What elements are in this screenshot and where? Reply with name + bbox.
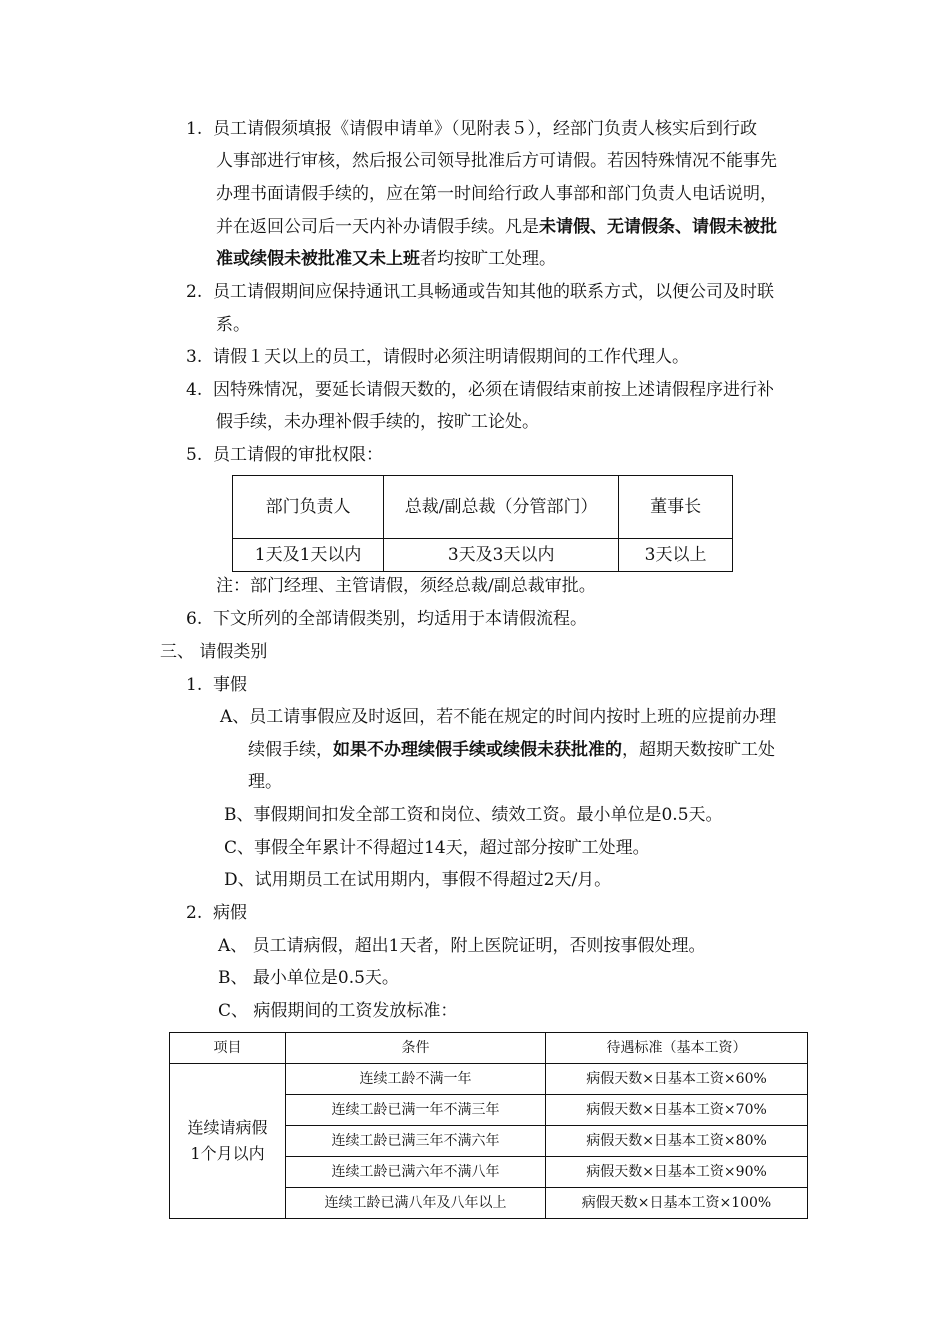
section-heading: 三、 请假类别: [160, 642, 268, 662]
sick-leave-b: B、 最小单位是0.5天。: [218, 968, 399, 988]
item-6-line-1: 6. 下文所列的全部请假类别，均适用于本请假流程。: [186, 609, 588, 629]
table-cell: 连续工龄已满六年不满八年: [286, 1157, 546, 1188]
item-1-line-3: 办理书面请假手续的，应在第一时间给行政人事部和部门负责人电话说明，: [216, 184, 777, 204]
table-row: [170, 1033, 808, 1064]
table-cell: 病假天数×日基本工资×70%: [546, 1095, 808, 1126]
table-header-cell: 部门负责人: [233, 476, 384, 539]
item-2-line-1: 2. 员工请假期间应保持通讯工具畅通或告知其他的联系方式，以便公司及时联: [186, 282, 775, 302]
table-header-cell: 条件: [286, 1033, 546, 1064]
item-1-line-1: 1. 员工请假须填报《请假申请单》（见附表５），经部门负责人核实后到行政: [186, 119, 758, 139]
personal-leave-a-line-3: 理。: [248, 772, 282, 792]
table-cell: 连续工龄已满一年不满三年: [286, 1095, 546, 1126]
item-1-line-2: 人事部进行审核，然后报公司领导批准后方可请假。若因特殊情况不能事先: [216, 151, 777, 171]
table-cell: 病假天数×日基本工资×100%: [546, 1188, 808, 1219]
sick-pay-table: [169, 1032, 808, 1219]
personal-leave-a-line-2: 续假手续，如果不办理续假手续或续假未获批准的，超期天数按旷工处: [248, 740, 775, 760]
personal-leave-a-line-1: A、员工请事假应及时返回，若不能在规定的时间内按时上班的应提前办理: [220, 707, 777, 727]
table-row: [233, 476, 733, 539]
table-cell: 3天以上: [619, 539, 733, 572]
table-cell: 连续工龄已满八年及八年以上: [286, 1188, 546, 1219]
approval-authority-table: [232, 475, 733, 572]
item-1-line-4: 并在返回公司后一天内补办请假手续。凡是未请假、无请假条、请假未被批: [216, 217, 777, 237]
table-cell: 病假天数×日基本工资×90%: [546, 1157, 808, 1188]
table-header-cell: 项目: [170, 1033, 286, 1064]
table-header-cell: 董事长: [619, 476, 733, 539]
table-header-cell: 总裁/副总裁（分管部门）: [384, 476, 619, 539]
table-cell-item: 连续请病假 1个月以内: [170, 1064, 286, 1219]
table-cell: 1天及1天以内: [233, 539, 384, 572]
personal-leave-d: D、试用期员工在试用期内，事假不得超过2天/月。: [224, 870, 612, 890]
personal-leave-b: B、事假期间扣发全部工资和岗位、绩效工资。最小单位是0.5天。: [224, 805, 723, 825]
approval-note: 注：部门经理、主管请假，须经总裁/副总裁审批。: [216, 576, 596, 596]
item-4-line-2: 假手续，未办理补假手续的，按旷工论处。: [216, 412, 539, 432]
item-4-line-1: 4. 因特殊情况，要延长请假天数的，必须在请假结束前按上述请假程序进行补: [186, 380, 775, 400]
item-2-line-2: 系。: [216, 315, 250, 335]
table-cell: 连续工龄不满一年: [286, 1064, 546, 1095]
table-cell: 病假天数×日基本工资×80%: [546, 1126, 808, 1157]
sick-leave-a: A、 员工请病假，超出1天者，附上医院证明，否则按事假处理。: [218, 936, 706, 956]
item-1-line-5: 准或续假未被批准又未上班者均按旷工处理。: [216, 249, 556, 269]
item-5-line-1: 5. 员工请假的审批权限：: [186, 445, 384, 465]
sick-leave-c: C、 病假期间的工资发放标准：: [218, 1001, 458, 1021]
subsection-sick-leave: 2. 病假: [186, 903, 248, 923]
table-header-cell: 待遇标准（基本工资）: [546, 1033, 808, 1064]
personal-leave-c: C、事假全年累计不得超过14天，超过部分按旷工处理。: [224, 838, 650, 858]
table-cell: 3天及3天以内: [384, 539, 619, 572]
table-cell: 病假天数×日基本工资×60%: [546, 1064, 808, 1095]
table-row: [233, 539, 733, 572]
item-3-line-1: 3. 请假１天以上的员工，请假时必须注明请假期间的工作代理人。: [186, 347, 690, 367]
table-row: [170, 1064, 808, 1095]
subsection-personal-leave: 1. 事假: [186, 675, 248, 695]
table-cell: 连续工龄已满三年不满六年: [286, 1126, 546, 1157]
